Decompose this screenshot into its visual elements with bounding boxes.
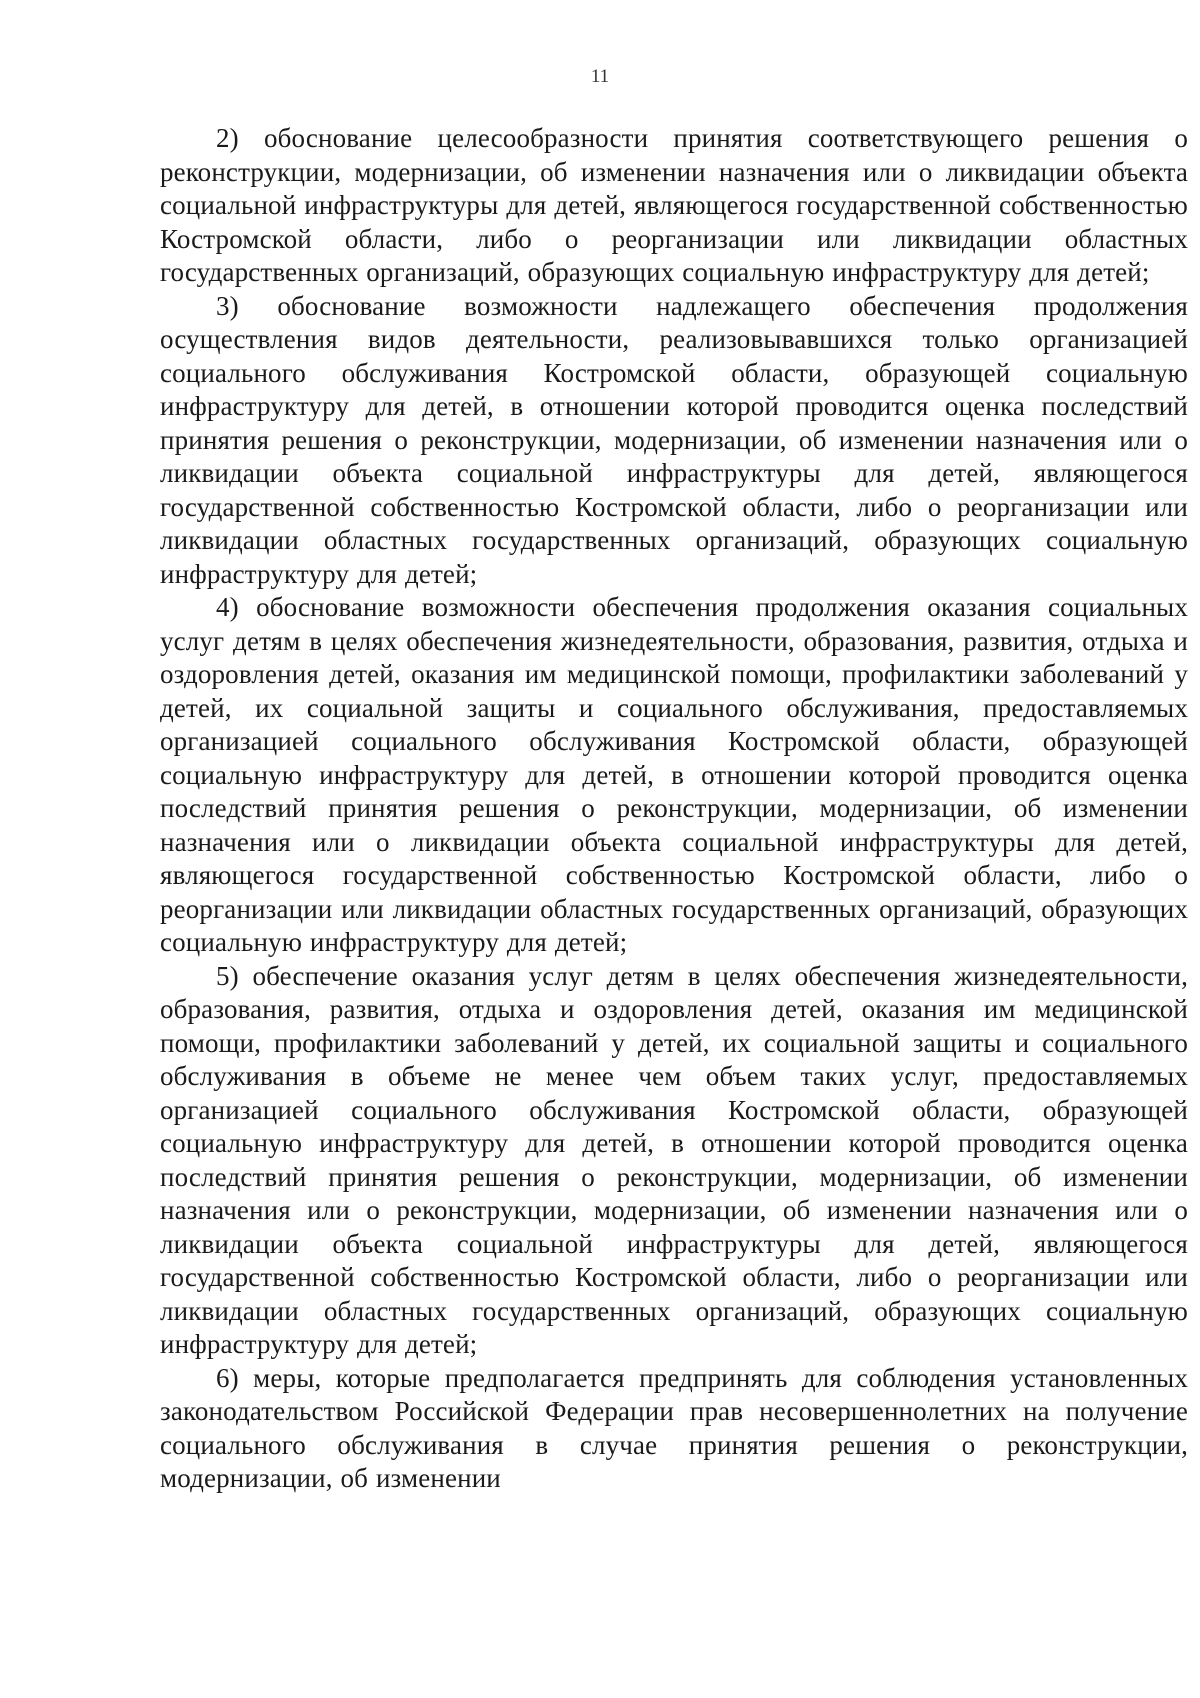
paragraph-item-5: 5) обеспечение оказания услуг детям в целях обеспечения жизнедеятельности, образования, развития, отдыха и оздоровления детей, оказания им медицинской помощи, профилактики заболеваний у детей, их социальной защиты и социального обслуживания в объеме не менее чем объем таких услуг, предоставляемых организацией социального обслуживания Костромской области, образующей социальную инфраструктуру для детей, в отношении которой проводится оценка последствий принятия решения о реконструкции, модернизации, об изменении назначения или о реконструкции, модернизации, об изменении назначения или о ликвидации объекта социальной инфраструктуры для детей, являющегося государственной собственностью Костромской области, либо о реорганизации или ликвидации областных государственных организаций, образующих социальную инфраструктуру для детей; bbox=[160, 960, 1188, 1359]
paragraph-item-2: 2) обоснование целесообразности принятия соответствующего решения о реконструкции, модернизации, об изменении назначения или о ликвидации объекта социальной инфраструктуры для детей, являющегося государственной собственностью Костромской области, либо о реорганизации или ликвидации областных государственных организаций, образующих социальную инфраструктуру для детей; bbox=[160, 123, 1188, 287]
paragraph-item-3: 3) обоснование возможности надлежащего обеспечения продолжения осуществления видов деятельности, реализовывавшихся только организацией социального обслуживания Костромской области, образующей социальную инфраструктуру для детей, в отношении которой проводится оценка последствий принятия решения о реконструкции, модернизации, об изменении назначения или о ликвидации объекта социальной инфраструктуры для детей, являющегося государственной собственностью Костромской области, либо о реорганизации или ликвидации областных государственных организаций, образующих социальную инфраструктуру для детей; bbox=[160, 290, 1188, 589]
page-number: 11 bbox=[590, 66, 610, 87]
document-body bbox=[160, 122, 1188, 1496]
paragraph-item-6: 6) меры, которые предполагается предпринять для соблюдения установленных законодательством Российской Федерации прав несовершеннолетних на получение социального обслуживания в случае принятия решения о реконструкции, модернизации, об изменении bbox=[160, 1362, 1188, 1493]
paragraph-item-4: 4) обоснование возможности обеспечения продолжения оказания социальных услуг детям в целях обеспечения жизнедеятельности, образования, развития, отдыха и оздоровления детей, оказания им медицинской помощи, профилактики заболеваний у детей, их социальной защиты и социального обслуживания, предоставляемых организацией социального обслуживания Костромской области, образующей социальную инфраструктуру для детей, в отношении которой проводится оценка последствий принятия решения о реконструкции, модернизации, об изменении назначения или о ликвидации объекта социальной инфраструктуры для детей, являющегося государственной собственностью Костромской области, либо о реорганизации или ликвидации областных государственных организаций, образующих социальную инфраструктуру для детей; bbox=[160, 592, 1188, 957]
